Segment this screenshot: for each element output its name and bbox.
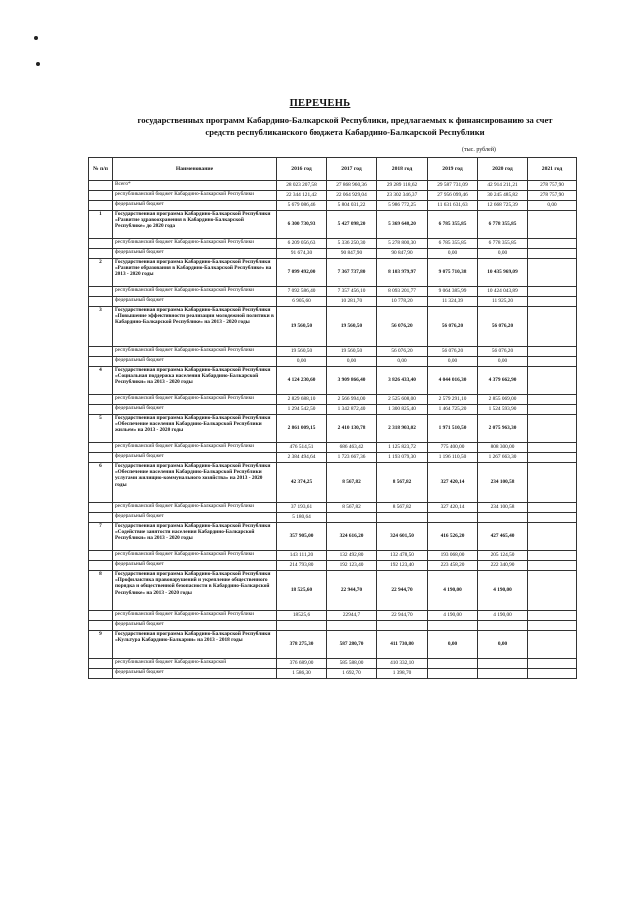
value-cell — [528, 571, 577, 611]
value-cell: 11 925,20 — [478, 297, 528, 307]
row-name: республиканский бюджет Кабардино-Балкарской Республики — [113, 443, 277, 453]
value-cell: 27 868 960,36 — [327, 181, 377, 191]
row-number — [89, 443, 113, 453]
value-cell: 1 267 663,30 — [478, 453, 528, 463]
value-cell: 0,00 — [327, 357, 377, 367]
row-name: республиканский бюджет Кабардино-Балкарской Республики — [113, 191, 277, 201]
row-name: федеральный бюджет — [113, 201, 277, 211]
value-cell: 5 427 098,20 — [327, 211, 377, 239]
value-cell: 37 193,61 — [277, 503, 327, 513]
row-number — [89, 357, 113, 367]
value-cell: 29 289 118,62 — [377, 181, 428, 191]
value-cell: 3 909 866,40 — [327, 367, 377, 395]
value-cell: 0,00 — [478, 357, 528, 367]
program-row — [89, 463, 577, 503]
value-cell: 214 793,80 — [277, 561, 327, 571]
funding-row — [89, 395, 577, 405]
value-cell: 2 566 994,00 — [327, 395, 377, 405]
value-cell: 19 560,50 — [277, 307, 327, 347]
row-number — [89, 621, 113, 631]
value-cell: 1 125 823,72 — [377, 443, 428, 453]
row-number — [89, 201, 113, 211]
value-cell: 6 785 355,85 — [428, 211, 478, 239]
value-cell: 1 692,70 — [327, 669, 377, 679]
value-cell: 5 369 648,20 — [377, 211, 428, 239]
value-cell: 132 478,50 — [377, 551, 428, 561]
value-cell: 2 525 608,00 — [377, 395, 428, 405]
funding-row — [89, 443, 577, 453]
row-number — [89, 669, 113, 679]
row-name: Государственная программа Кабардино-Балкарской Республики «Профилактика правонарушений и укрепление общественного порядка и общественной безопасности в Кабардино-Балкарской Республике» на 2013 - 2020 годы — [113, 571, 277, 611]
value-cell — [528, 357, 577, 367]
value-cell: 6 905,60 — [277, 297, 327, 307]
value-cell: 5 679 086,46 — [277, 201, 327, 211]
value-cell: 411 730,80 — [377, 631, 428, 659]
value-cell — [528, 561, 577, 571]
row-number: 2 — [89, 259, 113, 287]
value-cell: 2 075 963,30 — [478, 415, 528, 443]
value-cell: 22 064 929,04 — [327, 191, 377, 201]
value-cell: 1 196 110,50 — [428, 453, 478, 463]
value-cell: 10 424 043,89 — [478, 287, 528, 297]
row-number — [89, 287, 113, 297]
row-name: Всего* — [113, 181, 277, 191]
value-cell: 205 124,50 — [478, 551, 528, 561]
value-cell: 234 100,58 — [478, 503, 528, 513]
value-cell — [478, 659, 528, 669]
value-cell: 234 100,58 — [478, 463, 528, 503]
row-name: федеральный бюджет — [113, 405, 277, 415]
value-cell — [428, 513, 478, 523]
value-cell — [528, 395, 577, 405]
value-cell: 4 190,00 — [428, 611, 478, 621]
value-cell: 476 514,51 — [277, 443, 327, 453]
program-row — [89, 631, 577, 659]
program-row — [89, 307, 577, 347]
value-cell: 223 458,20 — [428, 561, 478, 571]
table-header-row — [89, 158, 577, 181]
value-cell: 1 300 825,40 — [377, 405, 428, 415]
page-title: ПЕРЕЧЕНЬ — [289, 98, 351, 109]
funding-row — [89, 347, 577, 357]
value-cell — [528, 631, 577, 659]
value-cell: 1 524 593,90 — [478, 405, 528, 415]
row-name: республиканский бюджет Кабардино-Балкарской — [113, 659, 277, 669]
value-cell: 324 616,20 — [327, 523, 377, 551]
value-cell: 0,00 — [478, 631, 528, 659]
scan-speck — [34, 36, 38, 40]
value-cell: 56 076,20 — [478, 347, 528, 357]
row-number — [89, 611, 113, 621]
funding-row — [89, 297, 577, 307]
value-cell: 6 778 355,85 — [478, 239, 528, 249]
row-name: республиканский бюджет Кабардино-Балкарской Республики — [113, 239, 277, 249]
header-name: Наименование — [113, 158, 277, 181]
value-cell: 90 847,90 — [377, 249, 428, 259]
value-cell — [478, 669, 528, 679]
value-cell: 2 318 903,02 — [377, 415, 428, 443]
value-cell: 22944,7 — [327, 611, 377, 621]
funding-row — [89, 621, 577, 631]
value-cell: 0,00 — [428, 249, 478, 259]
value-cell: 324 601,50 — [377, 523, 428, 551]
value-cell: 808 300,00 — [478, 443, 528, 453]
value-cell: 1 464 725,20 — [428, 405, 478, 415]
value-cell: 6 785 355,85 — [428, 239, 478, 249]
total-row — [89, 181, 577, 191]
value-cell: 0,00 — [428, 631, 478, 659]
value-cell: 22 944,70 — [377, 611, 428, 621]
funding-row — [89, 239, 577, 249]
value-cell — [528, 415, 577, 443]
row-number — [89, 453, 113, 463]
value-cell: 410 332,10 — [377, 659, 428, 669]
value-cell: 56 076,20 — [478, 307, 528, 347]
funding-row — [89, 249, 577, 259]
value-cell: 7 357 456,10 — [327, 287, 377, 297]
value-cell — [528, 621, 577, 631]
row-name: федеральный бюджет — [113, 357, 277, 367]
value-cell: 42 914 211,21 — [478, 181, 528, 191]
value-cell: 327 420,14 — [428, 463, 478, 503]
value-cell: 5 180,64 — [277, 513, 327, 523]
row-number — [89, 297, 113, 307]
value-cell: 56 076,20 — [428, 347, 478, 357]
row-number — [89, 551, 113, 561]
value-cell: 4 044 016,30 — [428, 367, 478, 395]
row-name: республиканский бюджет Кабардино-Балкарской Республики — [113, 503, 277, 513]
value-cell — [478, 621, 528, 631]
row-number — [89, 347, 113, 357]
program-row — [89, 523, 577, 551]
value-cell: 4 379 662,90 — [478, 367, 528, 395]
value-cell — [327, 621, 377, 631]
header-year: 2016 год — [277, 158, 327, 181]
row-name: Государственная программа Кабардино-Балкарской Республики «Обеспечение населения Кабардино-Балкарской Республики услугами жилищно-коммунального хозяйства» на 2013 - 2020 годы — [113, 463, 277, 503]
value-cell — [528, 211, 577, 239]
value-cell: 5 278 800,30 — [377, 239, 428, 249]
header-year: 2017 год — [327, 158, 377, 181]
value-cell: 11 631 631,63 — [428, 201, 478, 211]
row-name: федеральный бюджет — [113, 561, 277, 571]
value-cell: 143 111,20 — [277, 551, 327, 561]
value-cell: 376 689,00 — [277, 659, 327, 669]
value-cell: 2 861 009,15 — [277, 415, 327, 443]
row-name: Государственная программа Кабардино-Балкарской Республики «Развитие здравоохранения в Кабардино-Балкарской Республике» до 2020 года — [113, 211, 277, 239]
value-cell: 4 124 230,60 — [277, 367, 327, 395]
value-cell — [528, 367, 577, 395]
value-cell — [528, 523, 577, 551]
value-cell: 22 944,70 — [377, 571, 428, 611]
row-name: федеральный бюджет — [113, 621, 277, 631]
row-number — [89, 239, 113, 249]
funding-row — [89, 659, 577, 669]
value-cell: 8 567,82 — [377, 503, 428, 513]
value-cell: 12 668 725,39 — [478, 201, 528, 211]
value-cell — [377, 621, 428, 631]
row-name: федеральный бюджет — [113, 453, 277, 463]
row-name: Государственная программа Кабардино-Балкарской Республики «Обеспечение населения Кабардино-Балкарской Республики жильем» на 2013 - 2020 годы — [113, 415, 277, 443]
row-number — [89, 503, 113, 513]
value-cell: 19 560,50 — [327, 307, 377, 347]
value-cell — [528, 259, 577, 287]
value-cell — [428, 669, 478, 679]
value-cell: 357 905,00 — [277, 523, 327, 551]
row-name: республиканский бюджет Кабардино-Балкарской Республики — [113, 395, 277, 405]
value-cell: 56 076,20 — [428, 307, 478, 347]
value-cell: 29 587 731,09 — [428, 181, 478, 191]
value-cell: 19 560,50 — [277, 347, 327, 357]
value-cell: 8 103 979,97 — [377, 259, 428, 287]
value-cell — [528, 659, 577, 669]
funding-row — [89, 405, 577, 415]
value-cell: 587 280,70 — [327, 631, 377, 659]
funding-row — [89, 503, 577, 513]
value-cell: 427 465,40 — [478, 523, 528, 551]
row-name: республиканский бюджет Кабардино-Балкарской Республики — [113, 611, 277, 621]
row-number: 3 — [89, 307, 113, 347]
value-cell: 7 099 492,00 — [277, 259, 327, 287]
value-cell: 686 463,42 — [327, 443, 377, 453]
value-cell: 8 093 201,77 — [377, 287, 428, 297]
value-cell: 2 384 494,64 — [277, 453, 327, 463]
row-number — [89, 395, 113, 405]
row-number — [89, 561, 113, 571]
value-cell — [277, 621, 327, 631]
value-cell: 2 829 688,10 — [277, 395, 327, 405]
value-cell: 1 586,30 — [277, 669, 327, 679]
funding-row — [89, 201, 577, 211]
value-cell: 1 342 872,40 — [327, 405, 377, 415]
row-number: 1 — [89, 211, 113, 239]
value-cell — [528, 347, 577, 357]
value-cell — [528, 453, 577, 463]
value-cell — [528, 513, 577, 523]
funding-row — [89, 551, 577, 561]
page-subtitle: государственных программ Кабардино-Балкарской Республики, предлагаемых к финансированию за счет средств республиканского бюджета Кабардино-Балкарской Республики — [137, 115, 553, 137]
scan-speck — [36, 62, 40, 66]
funding-row — [89, 453, 577, 463]
header-year: 2019 год — [428, 158, 478, 181]
value-cell: 278 757,90 — [528, 191, 577, 201]
value-cell: 5 986 772,25 — [377, 201, 428, 211]
value-cell: 0,00 — [478, 249, 528, 259]
row-name: Государственная программа Кабардино-Балкарской Республики «Развитие образования в Кабардино-Балкарской Республике» на 2013 - 2020 годы — [113, 259, 277, 287]
value-cell: 1 723 667,36 — [327, 453, 377, 463]
program-row — [89, 571, 577, 611]
value-cell: 278 757,90 — [528, 181, 577, 191]
funding-row — [89, 513, 577, 523]
value-cell: 8 567,82 — [327, 503, 377, 513]
value-cell: 193 068,00 — [428, 551, 478, 561]
value-cell — [428, 659, 478, 669]
row-number — [89, 405, 113, 415]
row-number — [89, 659, 113, 669]
value-cell: 10 435 969,09 — [478, 259, 528, 287]
program-row — [89, 211, 577, 239]
value-cell: 8 567,82 — [377, 463, 428, 503]
row-number — [89, 513, 113, 523]
row-name: Государственная программа Кабардино-Балкарской Республики «Повышение эффективности реализации молодежной политики в Кабардино-Балкарской Республике» на 2013 - 2020 годы — [113, 307, 277, 347]
row-name: Государственная программа Кабардино-Балкарской Республики «Социальная поддержка населения Кабардино-Балкарской Республики» на 2013 - 2020 годы — [113, 367, 277, 395]
value-cell — [528, 249, 577, 259]
value-cell: 0,00 — [277, 357, 327, 367]
value-cell — [478, 513, 528, 523]
header-no: № п/п — [89, 158, 113, 181]
row-number: 7 — [89, 523, 113, 551]
value-cell — [528, 307, 577, 347]
row-number: 8 — [89, 571, 113, 611]
value-cell: 9 075 710,38 — [428, 259, 478, 287]
row-name: федеральный бюджет — [113, 249, 277, 259]
value-cell: 192 123,40 — [327, 561, 377, 571]
value-cell: 0,00 — [528, 201, 577, 211]
value-cell: 3 826 433,40 — [377, 367, 428, 395]
value-cell — [528, 443, 577, 453]
value-cell: 91 674,30 — [277, 249, 327, 259]
program-row — [89, 367, 577, 395]
funding-row — [89, 611, 577, 621]
row-number: 9 — [89, 631, 113, 659]
value-cell: 4 190,00 — [478, 571, 528, 611]
value-cell: 1 193 079,30 — [377, 453, 428, 463]
value-cell: 18 525,60 — [277, 571, 327, 611]
value-cell: 30 245 485,82 — [478, 191, 528, 201]
value-cell: 378 275,30 — [277, 631, 327, 659]
value-cell — [528, 239, 577, 249]
program-row — [89, 415, 577, 443]
value-cell: 2 410 130,78 — [327, 415, 377, 443]
funding-row — [89, 191, 577, 201]
funding-row — [89, 287, 577, 297]
table-body — [89, 181, 577, 679]
value-cell: 0,00 — [377, 357, 428, 367]
value-cell: 327 420,14 — [428, 503, 478, 513]
value-cell: 775 400,00 — [428, 443, 478, 453]
value-cell: 6 209 056,63 — [277, 239, 327, 249]
value-cell: 0,00 — [428, 357, 478, 367]
header-year: 2018 год — [377, 158, 428, 181]
value-cell: 8 567,82 — [327, 463, 377, 503]
value-cell: 416 526,20 — [428, 523, 478, 551]
row-name: федеральный бюджет — [113, 669, 277, 679]
row-number: 5 — [89, 415, 113, 443]
value-cell: 192 123,40 — [377, 561, 428, 571]
programs-table — [88, 157, 577, 679]
value-cell: 4 190,00 — [428, 571, 478, 611]
value-cell: 56 076,20 — [377, 347, 428, 357]
row-name: Государственная программа Кабардино-Балкарской Республики «Культура Кабардино-Балкарии» на 2013 - 2018 годы — [113, 631, 277, 659]
value-cell — [528, 297, 577, 307]
value-cell: 9 064 385,99 — [428, 287, 478, 297]
row-name: республиканский бюджет Кабардино-Балкарской Республики — [113, 347, 277, 357]
value-cell — [428, 621, 478, 631]
value-cell: 1 294 542,50 — [277, 405, 327, 415]
row-name: республиканский бюджет Кабардино-Балкарской Республики — [113, 551, 277, 561]
value-cell: 23 302 346,37 — [377, 191, 428, 201]
value-cell: 56 076,20 — [377, 307, 428, 347]
value-cell: 2 855 069,00 — [478, 395, 528, 405]
value-cell — [327, 513, 377, 523]
value-cell: 10 281,70 — [327, 297, 377, 307]
value-cell: 7 367 737,80 — [327, 259, 377, 287]
value-cell: 19 560,50 — [327, 347, 377, 357]
value-cell: 6 300 730,93 — [277, 211, 327, 239]
value-cell — [528, 669, 577, 679]
value-cell: 27 956 099,46 — [428, 191, 478, 201]
row-number: 6 — [89, 463, 113, 503]
value-cell: 2 579 291,10 — [428, 395, 478, 405]
funding-row — [89, 357, 577, 367]
value-cell: 22 944,70 — [327, 571, 377, 611]
row-number — [89, 181, 113, 191]
value-cell — [528, 503, 577, 513]
value-cell: 5 336 250,30 — [327, 239, 377, 249]
funding-row — [89, 561, 577, 571]
value-cell — [377, 513, 428, 523]
row-number — [89, 191, 113, 201]
row-name: федеральный бюджет — [113, 513, 277, 523]
row-number — [89, 249, 113, 259]
value-cell: 42 374,25 — [277, 463, 327, 503]
value-cell: 585 588,00 — [327, 659, 377, 669]
value-cell: 18525,6 — [277, 611, 327, 621]
row-name: Государственная программа Кабардино-Балкарской Республики «Содействие занятости населения Кабардино-Балкарской Республики» на 2013 - 2020 годы — [113, 523, 277, 551]
units-note: (тыс. рублей) — [462, 147, 496, 153]
row-number: 4 — [89, 367, 113, 395]
value-cell — [528, 551, 577, 561]
value-cell: 28 023 207,58 — [277, 181, 327, 191]
header-year: 2020 год — [478, 158, 528, 181]
value-cell — [528, 611, 577, 621]
row-name: федеральный бюджет — [113, 297, 277, 307]
value-cell — [528, 287, 577, 297]
funding-row — [89, 669, 577, 679]
value-cell: 7 092 586,40 — [277, 287, 327, 297]
value-cell: 222 340,90 — [478, 561, 528, 571]
value-cell: 1 398,70 — [377, 669, 428, 679]
value-cell: 6 778 355,85 — [478, 211, 528, 239]
value-cell: 10 778,20 — [377, 297, 428, 307]
value-cell — [528, 463, 577, 503]
value-cell: 11 324,39 — [428, 297, 478, 307]
value-cell — [528, 405, 577, 415]
value-cell: 4 190,00 — [478, 611, 528, 621]
value-cell: 132 492,80 — [327, 551, 377, 561]
value-cell: 90 847,90 — [327, 249, 377, 259]
value-cell: 22 344 121,42 — [277, 191, 327, 201]
header-year: 2021 год — [528, 158, 577, 181]
program-row — [89, 259, 577, 287]
row-name: республиканский бюджет Кабардино-Балкарской Республики — [113, 287, 277, 297]
value-cell: 5 804 031,22 — [327, 201, 377, 211]
value-cell: 1 971 510,50 — [428, 415, 478, 443]
